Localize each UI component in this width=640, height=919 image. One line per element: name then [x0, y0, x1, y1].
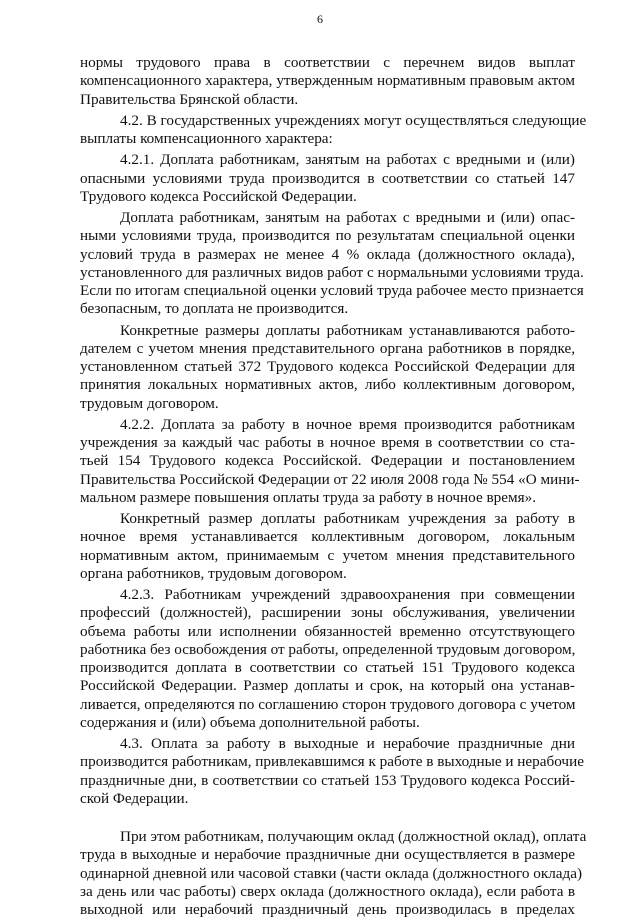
paragraph [80, 586, 575, 732]
text-line: компенсационного характера, утвержденным нормативным правовым актом [80, 72, 575, 90]
text-line: одинарной дневной или часовой ставки (части оклада (должностного оклада) [80, 864, 583, 882]
text-line: органа работников, трудовым договором. [80, 564, 347, 582]
text-line: содержания и (или) объема дополнительной работы. [80, 713, 420, 731]
text-line: ливается, определяются по соглашению сторон трудового договора с учетом [80, 695, 576, 713]
text-line: установленном статьей 372 Трудового кодекса Российской Федерации для [80, 358, 575, 375]
text-line: профессий (должностей), расширении зоны обслуживания, увеличении [80, 604, 575, 622]
text-line: 4.2.3. Работникам учреждений здравоохранения при совмещении [120, 586, 575, 603]
text-line: работника без освобождения от работы, определенной трудовым договором, [80, 640, 576, 658]
text-line: 4.2. В государственных учреждениях могут осуществляться следующие [120, 111, 587, 129]
text-line: дателем с учетом мнения представительного органа работников в порядке, [80, 339, 575, 357]
text-line: При этом работникам, получающим оклад (должностной оклад), оплата [120, 828, 587, 845]
text-line: Доплата работникам, занятым на работах с вредными и (или) опас- [120, 209, 575, 226]
paragraph [80, 209, 584, 319]
text-line: Российской Федерации. Размер доплаты и срок, на который она устанав- [80, 677, 575, 695]
text-line: Правительства Российской Федерации от 22 июля 2008 года № 554 «О мини- [80, 470, 580, 488]
text-line: 4.3. Оплата за работу в выходные и нерабочие праздничные дни [120, 735, 575, 752]
text-line: труда в выходные и нерабочие праздничные дни осуществляется в размере [80, 846, 575, 864]
text-line: условий труда в размерах не менее 4 % оклада (должностного оклада), [80, 245, 575, 263]
document-body [80, 54, 587, 919]
text-line: Трудового кодекса Российской Федерации. [80, 187, 357, 205]
text-line: учреждения за каждый час работы в ночное время в соответствии со ста- [80, 434, 575, 451]
text-line: производится доплата в соответствии со статьей 151 Трудового кодекса [80, 659, 575, 676]
text-line: принятия локальных нормативных актов, либо коллективным договором, [80, 376, 575, 394]
text-line: выплаты компенсационного характера: [80, 130, 333, 147]
paragraph [80, 151, 575, 206]
text-line: за день или час работы) сверх оклада (должностного оклада), если работа в [80, 882, 575, 900]
text-line: ными условиями труда, производится по результатам специальной оценки [80, 227, 575, 245]
text-line: Конкретные размеры доплаты работникам устанавливаются работо- [120, 321, 575, 339]
page-number: 6 [317, 12, 323, 26]
text-line: опасными условиями труда производится в соответствии со статьей 147 [80, 169, 575, 187]
text-line: производится работникам, привлекавшимся к работе в выходные и нерабочие [80, 753, 584, 771]
text-line: объема работы или исполнении обязанностей временно отсутствующего [80, 622, 575, 640]
paragraph [80, 415, 580, 507]
paragraph [80, 828, 587, 919]
text-line: нормативным актом, принимаемым с учетом мнения представительного [80, 546, 575, 564]
paragraph [80, 111, 587, 149]
paragraph [80, 322, 575, 413]
paragraph [80, 735, 584, 808]
text-line: выходной или нерабочий праздничный день производилась в пределах [80, 901, 575, 918]
text-line: ночное время устанавливается коллективным договором, локальным [80, 528, 575, 546]
paragraph [80, 54, 575, 109]
text-line: тьей 154 Трудового кодекса Российской. Федерации и постановлением [80, 452, 575, 470]
paragraph [80, 510, 575, 583]
text-line: мальном размере повышения оплаты труда за работу в ночное время». [80, 488, 536, 506]
text-line: ской Федерации. [80, 789, 189, 807]
text-line: нормы трудового права в соответствии с перечнем видов выплат [80, 54, 575, 71]
text-line: безопасным, то доплата не производится. [80, 300, 349, 318]
text-line: Конкретный размер доплаты работникам учреждения за работу в [120, 510, 575, 527]
text-line: Если по итогам специальной оценки условий труда рабочее место признается [80, 282, 584, 299]
text-line: Правительства Брянской области. [80, 90, 299, 108]
text-line: трудовым договором. [80, 394, 219, 412]
text-line: 4.2.1. Доплата работникам, занятым на работах с вредными и (или) [120, 151, 575, 169]
text-line: праздничные дни, в соответствии со статьей 153 Трудового кодекса Россий- [80, 771, 575, 789]
text-line: установленного для различных видов работ с нормальными условиями труда. [80, 263, 584, 281]
text-line: 4.2.2. Доплата за работу в ночное время производится работникам [120, 415, 575, 433]
